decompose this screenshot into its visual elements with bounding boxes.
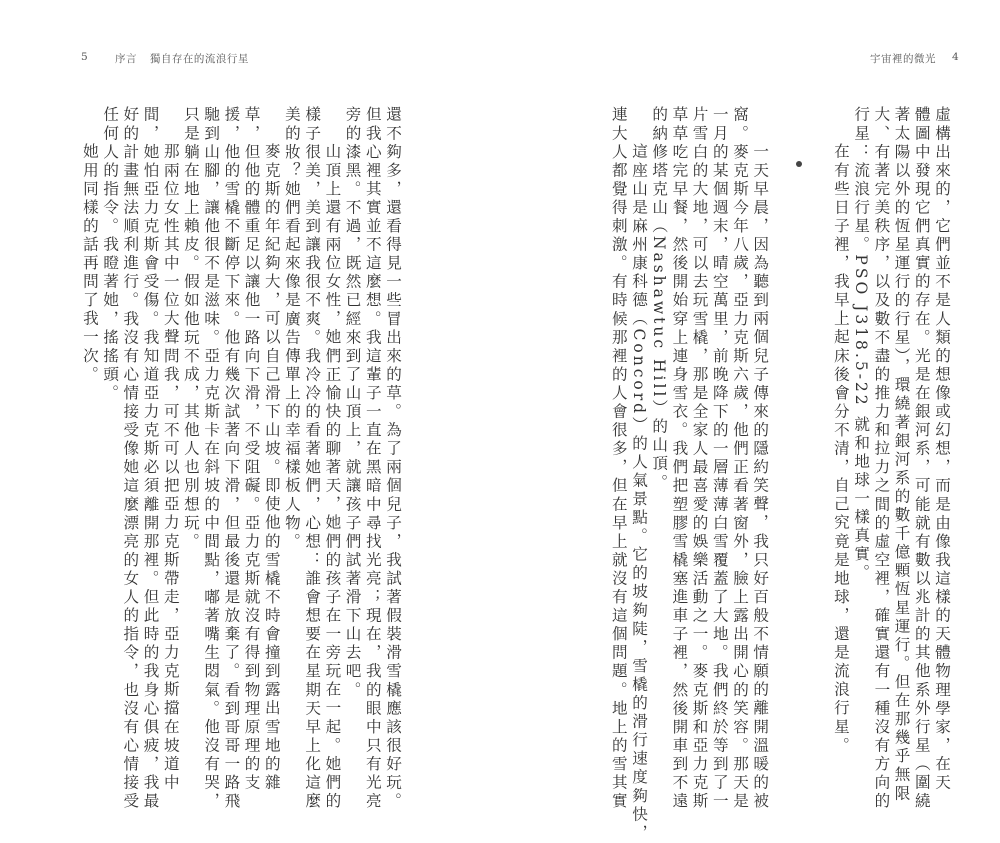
paragraph-start: 她用同樣的話再問了我一次。	[80, 143, 99, 385]
text-line: 旁的漆黑。不過，既然已經來到了山頂上，就讓孩子們試著滑下山去吧。	[343, 106, 362, 700]
running-title: 宇宙裡的微光	[870, 53, 936, 65]
page-number: 5	[81, 51, 88, 63]
text-line: 但我心裡其實並不這麼想。我這輩子一直在黑暗中尋找光亮；現在，我的眼中只有光亮	[363, 106, 382, 811]
text-line: 樣子很美，美到讓我很不爽。我冷冷的看著她們，心想：誰會想要在星期天早上化這麼	[303, 106, 322, 811]
text-line: 只是躺在地上賴皮。假如他玩不成，其他人也別想玩。	[181, 106, 200, 552]
paragraph-start: 在有些日子裡，我早上起床後會分不清，自己究竟是地球，還是流浪行星。	[831, 143, 850, 756]
running-head	[115, 51, 249, 66]
right-page	[500, 0, 1000, 843]
chapter-title: 獨自存在的流浪行星	[149, 53, 249, 65]
page-number: 4	[952, 51, 959, 63]
text-line: 大、有著完美秩序，以及數不盡的推力和拉力之間的虛空裡，確實還有一種沒有方向的	[872, 106, 891, 811]
text-line: 草，但他的體重足以讓他一路向下滑，不受阻礙。亞力克斯就沒有得到物理原理的支	[242, 106, 261, 793]
text-line: 窩。麥克斯今年八歲，亞力克斯六歲，他們正看著窗外，臉上露出開心的笑容。那天是	[731, 106, 750, 811]
text-line: 間，她怕亞力克斯會受傷。我知道亞力克斯必須離開那裡。但此時的我身心俱疲，我最	[141, 106, 160, 811]
body-text	[609, 106, 952, 843]
section-gap	[811, 106, 831, 680]
chapter-label: 序言	[115, 53, 137, 65]
section-gap	[770, 106, 790, 680]
paragraph-start: 麥克斯的年紀夠大，可以自己滑下山坡。即使他的雪橇不時會撞到露出雪地的雜	[262, 143, 281, 793]
section-break-bullet-icon	[790, 106, 810, 680]
text-line: 虛構出來的，它們並不是人類的想像或幻想，而是由像我這樣的天體物理學家，在天	[933, 106, 951, 793]
left-page	[0, 0, 500, 811]
paragraph-start: 這座山是麻州康科德（Concord）的人氣景點。它的坡夠陡，雪橇的滑行速度夠快，	[630, 143, 648, 843]
text-line: 連大人都覺得刺激。有時候那裡的人會很多，但在早上就沒有這個問題。地上的雪其實	[609, 106, 628, 811]
text-line: 草草吃完早餐，然後開始穿上連身雪衣。我們把塑膠雪橇塞進車子裡，然後開車到不遠	[670, 106, 689, 811]
body-text	[80, 106, 403, 811]
text-line: 一月的某個週末，晴空萬里，前晚降下的一層薄薄白雪覆蓋了大地。我們終於等到了一	[710, 106, 729, 811]
text-line: 還不夠多，還看得見一些冒出來的草。為了兩個兒子，我試著假裝滑雪橇應該很好玩。	[384, 106, 402, 811]
text-line: 任何人的指令。我瞪著她，搖搖頭。	[101, 106, 120, 403]
text-line: 體圖中發現它們真實的存在。光是在銀河系，可能就有數以兆計的其他系外行星（圍繞	[912, 106, 931, 811]
paragraph-start: 山頂上還有兩位女性，她們正愉快的聊著天，她們的孩子在一旁玩在一起。她們的	[323, 143, 342, 811]
text-line: 馳到山腳，讓他很不是滋味。亞力克斯卡在斜坡的中間點，嘟著嘴生悶氣。他沒有哭，	[202, 106, 221, 811]
text-line: 片雪白的大地，可以去玩雪橇，那是全家人最喜愛的娛樂活動之一。麥克斯和亞力克斯	[690, 106, 709, 811]
text-line: 行星：流浪行星。PSO J318.5-22 就和地球一樣真實。	[852, 106, 871, 583]
paragraph-start: 一天早晨，因為聽到兩個兒子傳來的隱約笑聲，我只好百般不情願的離開溫暖的被	[751, 143, 770, 811]
text-line: 美的妝？她們看起來像是廣告傳單上的幸福樣板人物。	[282, 106, 301, 552]
text-line: 援，他的雪橇不斷停下來。他有幾次試著向下滑，但最後還是放棄了。看到哥哥一路飛	[222, 106, 241, 811]
text-line: 的納修塔克山（Nashawtuc Hill）的山頂。	[650, 106, 669, 493]
paragraph-start: 那兩位女性其中一位大聲問我，可不可以把亞力克斯帶走，亞力克斯擋在坡道中	[161, 143, 180, 793]
text-line: 著太陽以外的恆星運行的行星），環繞著銀河系的數千億顆恆星運行。但在那幾乎無限	[892, 106, 911, 804]
text-line: 好的計畫無法順利進行。我沒有心情接受像她這麼漂亮的女人的指令，也沒有心情接受	[121, 106, 140, 811]
